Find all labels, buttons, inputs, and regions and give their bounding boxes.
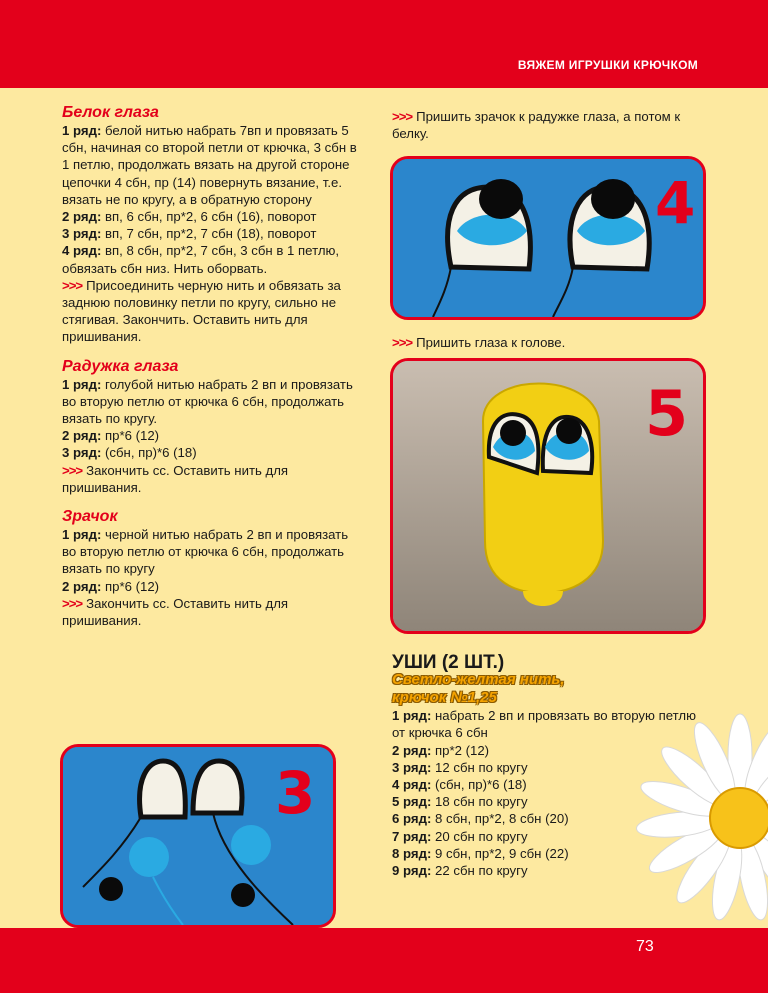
footer-bar xyxy=(0,928,768,993)
photo-step-3 xyxy=(60,744,336,928)
ushi-row: 4 ряд: (сбн, пр)*6 (18) xyxy=(392,777,527,793)
row-text: 1 ряд: белой нитью набрать 7вп и провязать 5 сбн, начиная со второй петли от крючка, 3 сбн в 1 петлю, продолжать вязать на другой стороне цепочки 4 сбн, пр (14) повернуть вязание, т.е. вязать не по кругу, а в обратную сторону xyxy=(62,123,357,207)
arrow-icon: >>> xyxy=(392,109,413,124)
note-text: >>> Присоединить черную нить и обвязать за заднюю половинку петли по кругу, сильно не стягивая. Закончить. Оставить нить для пришивания. xyxy=(62,277,341,345)
row-text: 2 ряд: пр*6 (12) xyxy=(62,578,160,594)
note-text: >>> Пришить зрачок к радужке глаза, а потом к белку. xyxy=(392,109,681,142)
header-title: ВЯЖЕМ ИГРУШКИ КРЮЧКОМ xyxy=(517,58,698,72)
section-title: Зрачок xyxy=(62,508,118,526)
page-number: 73 xyxy=(636,938,654,955)
ushi-row: 8 ряд: 9 сбн, пр*2, 9 сбн (22) xyxy=(392,845,569,861)
step-number: 5 xyxy=(645,377,689,450)
ushi-row: 9 ряд: 22 сбн по кругу xyxy=(392,863,528,879)
row-text: 3 ряд: вп, 7 сбн, пр*2, 7 сбн (18), поворот xyxy=(62,226,317,242)
photo-step-4 xyxy=(390,156,706,320)
section-title: Радужка глаза xyxy=(62,357,179,375)
note-text: >>> Закончить сс. Оставить нить для пришивания. xyxy=(62,462,289,495)
row-text: 3 ряд: (сбн, пр)*6 (18) xyxy=(62,445,197,461)
section-title: УШИ (2 ШТ.) xyxy=(392,652,505,673)
row-text: 4 ряд: вп, 8 сбн, пр*2, 7 сбн, 3 сбн в 1 петлю, обвязать сбн низ. Нить оборвать. xyxy=(62,243,340,276)
note-text: >>> Закончить сс. Оставить нить для пришивания. xyxy=(62,595,289,629)
left-column xyxy=(62,104,362,629)
section-belok xyxy=(62,104,362,346)
arrow-icon: >>> xyxy=(392,335,413,350)
arrow-icon: >>> xyxy=(62,462,83,478)
row-text: 2 ряд: вп, 6 сбн, пр*2, 6 сбн (16), поворот xyxy=(62,209,317,225)
right-step4-note xyxy=(392,108,702,142)
step-number: 3 xyxy=(275,759,316,827)
photo-step-5 xyxy=(390,358,706,634)
row-text: 2 ряд: пр*6 (12) xyxy=(62,428,160,444)
note-text: >>> Пришить глаза к голове. xyxy=(392,335,566,350)
section-subtitle: Светло-желтая нить, крючок №1,25 xyxy=(392,671,565,707)
right-step5-note xyxy=(392,334,702,351)
ushi-row: 7 ряд: 20 сбн по кругу xyxy=(392,828,528,844)
daisy-flower-icon xyxy=(636,708,768,928)
section-title: Белок глаза xyxy=(62,104,159,121)
row-text: 1 ряд: голубой нитью набрать 2 вп и провязать во вторую петлю от крючка 6 сбн, продолжать вязать по кругу. xyxy=(62,376,353,427)
row-text: 1 ряд: черной нитью набрать 2 вп и провязать во вторую петлю от крючка 6 сбн, продолжать вязать по кругу xyxy=(62,527,349,577)
ushi-row: 2 ряд: пр*2 (12) xyxy=(392,742,490,758)
section-raduzhka xyxy=(62,358,362,496)
ushi-row: 3 ряд: 12 сбн по кругу xyxy=(392,759,528,775)
ushi-row: 5 ряд: 18 сбн по кругу xyxy=(392,794,528,810)
ushi-row: 6 ряд: 8 сбн, пр*2, 8 сбн (20) xyxy=(392,811,569,827)
arrow-icon: >>> xyxy=(62,595,83,611)
step-number: 4 xyxy=(655,169,696,237)
arrow-icon: >>> xyxy=(62,277,83,293)
ushi-row: 1 ряд: набрать 2 вп и провязать во вторую петлю от крючка 6 сбн xyxy=(392,708,696,741)
header-bar xyxy=(0,0,768,88)
section-zrachok xyxy=(62,508,362,629)
